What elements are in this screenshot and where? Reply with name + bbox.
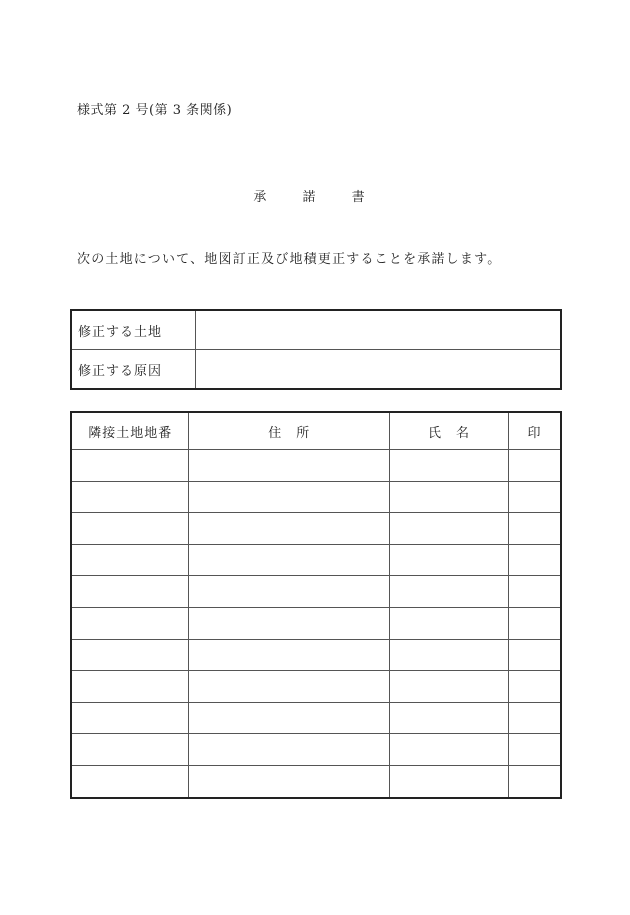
document-title: 承 諾 書 <box>253 190 381 205</box>
seal-cell[interactable] <box>509 576 561 608</box>
address-cell[interactable] <box>189 513 390 545</box>
name-cell[interactable] <box>390 639 509 671</box>
name-cell[interactable] <box>390 544 509 576</box>
lot-number-cell[interactable] <box>71 639 189 671</box>
table-row <box>71 450 561 482</box>
seal-cell[interactable] <box>509 702 561 734</box>
table-row <box>71 639 561 671</box>
seal-cell[interactable] <box>509 513 561 545</box>
correction-cause-label: 修正する原因 <box>71 350 196 390</box>
table-row <box>71 481 561 513</box>
lot-number-cell[interactable] <box>71 513 189 545</box>
seal-cell[interactable] <box>509 544 561 576</box>
correction-land-label: 修正する土地 <box>71 310 196 350</box>
seal-cell[interactable] <box>509 607 561 639</box>
name-cell[interactable] <box>390 576 509 608</box>
name-cell[interactable] <box>390 702 509 734</box>
address-cell[interactable] <box>189 481 390 513</box>
correction-row-land <box>71 310 561 350</box>
lot-number-cell[interactable] <box>71 671 189 703</box>
name-cell[interactable] <box>390 450 509 482</box>
address-cell[interactable] <box>189 734 390 766</box>
lot-number-cell[interactable] <box>71 576 189 608</box>
lot-number-cell[interactable] <box>71 702 189 734</box>
table-row <box>71 607 561 639</box>
correction-land-field[interactable] <box>196 310 562 350</box>
header-lot-number: 隣接土地地番 <box>71 412 189 450</box>
address-cell[interactable] <box>189 702 390 734</box>
table-row <box>71 513 561 545</box>
lot-number-cell[interactable] <box>71 450 189 482</box>
lot-number-cell[interactable] <box>71 544 189 576</box>
table-row <box>71 765 561 797</box>
correction-row-cause <box>71 350 561 390</box>
address-cell[interactable] <box>189 544 390 576</box>
name-cell[interactable] <box>390 671 509 703</box>
header-seal: 印 <box>509 412 561 450</box>
table-row <box>71 544 561 576</box>
name-cell[interactable] <box>390 513 509 545</box>
name-cell[interactable] <box>390 607 509 639</box>
address-cell[interactable] <box>189 765 390 797</box>
header-address: 住 所 <box>189 412 390 450</box>
lot-number-cell[interactable] <box>71 607 189 639</box>
lot-number-cell[interactable] <box>71 481 189 513</box>
consent-statement: 次の土地について、地図訂正及び地積更正することを承諾します。 <box>77 252 502 267</box>
seal-cell[interactable] <box>509 450 561 482</box>
address-cell[interactable] <box>189 607 390 639</box>
name-cell[interactable] <box>390 734 509 766</box>
neighbor-table-header <box>71 412 561 450</box>
name-cell[interactable] <box>390 765 509 797</box>
table-row <box>71 671 561 703</box>
lot-number-cell[interactable] <box>71 734 189 766</box>
seal-cell[interactable] <box>509 734 561 766</box>
address-cell[interactable] <box>189 576 390 608</box>
seal-cell[interactable] <box>509 765 561 797</box>
address-cell[interactable] <box>189 450 390 482</box>
correction-cause-field[interactable] <box>196 350 562 390</box>
table-row <box>71 576 561 608</box>
address-cell[interactable] <box>189 671 390 703</box>
table-row <box>71 734 561 766</box>
address-cell[interactable] <box>189 639 390 671</box>
form-number: 様式第 2 号(第 3 条関係) <box>77 103 233 118</box>
correction-table <box>70 309 562 390</box>
neighbor-table <box>70 411 562 799</box>
lot-number-cell[interactable] <box>71 765 189 797</box>
seal-cell[interactable] <box>509 671 561 703</box>
seal-cell[interactable] <box>509 639 561 671</box>
seal-cell[interactable] <box>509 481 561 513</box>
name-cell[interactable] <box>390 481 509 513</box>
table-row <box>71 702 561 734</box>
header-name: 氏 名 <box>390 412 509 450</box>
